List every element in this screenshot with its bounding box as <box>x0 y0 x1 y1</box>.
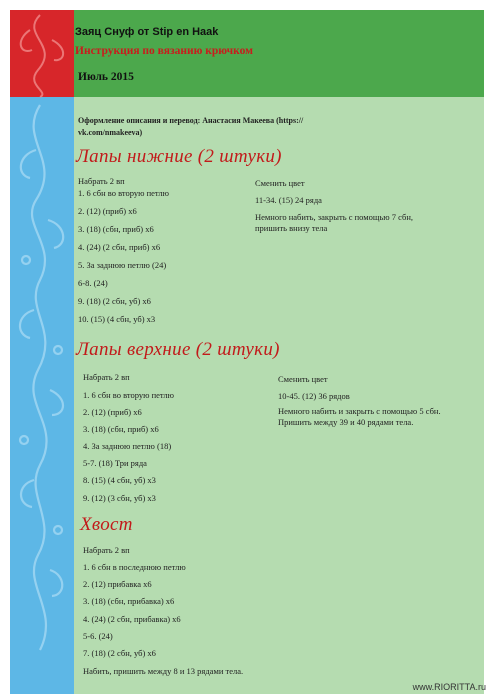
lower-paws-note: Немного набить, закрыть с помощью 7 сбн, пришить внизу тела <box>255 212 414 233</box>
lower-paws-line: Набрать 2 вп <box>78 176 125 186</box>
tail-line: 3. (18) (сбн, прибавка) х6 <box>83 596 175 606</box>
upper-paws-line: 1. 6 сбн во вторую петлю <box>83 390 175 400</box>
doc-date: Июль 2015 <box>78 71 134 83</box>
upper-paws-line: 3. (18) (сбн, приб) х6 <box>83 424 159 434</box>
lower-paws-note: 11-34. (15) 24 ряда <box>255 195 322 205</box>
lower-paws-line: 9. (18) (2 сбн, уб) х6 <box>78 296 151 306</box>
upper-paws-line: Набрать 2 вп <box>83 372 130 382</box>
upper-paws-line: 4. За заднюю петлю (18) <box>83 441 172 451</box>
floral-ornament <box>10 10 74 694</box>
lower-paws-line: 5. За заднюю петлю (24) <box>78 260 167 270</box>
doc-title: Заяц Снуф от Stip en Haak <box>75 26 219 38</box>
tail-line: 2. (12) прибавка х6 <box>83 579 152 589</box>
section-title-lower-paws: Лапы нижние (2 штуки) <box>76 146 282 167</box>
doc-subtitle: Инструкция по вязанию крючком <box>75 45 253 57</box>
section-title-upper-paws: Лапы верхние (2 штуки) <box>76 339 280 360</box>
credit-text: Оформление описания и перевод: Анастасия Макеева (https:// vk.com/nmakeeva) <box>78 116 304 137</box>
upper-paws-line: 8. (15) (4 сбн, уб) х3 <box>83 475 156 485</box>
section-title-tail: Хвост <box>80 514 133 535</box>
tail-line: Набить, пришить между 8 и 13 рядами тела. <box>83 666 244 676</box>
upper-paws-note: Немного набить и закрыть с помощью 5 сбн. Пришить между 39 и 40 рядами тела. <box>278 406 441 427</box>
upper-paws-line: 5-7. (18) Три ряда <box>83 458 147 468</box>
tail-line: 7. (18) (2 сбн, уб) х6 <box>83 648 156 658</box>
lower-paws-note: Сменить цвет <box>255 178 305 188</box>
upper-paws-line: 2. (12) (приб) х6 <box>83 407 142 417</box>
upper-paws-note: 10-45. (12) 36 рядов <box>278 391 350 401</box>
tail-line: Набрать 2 вп <box>83 545 130 555</box>
lower-paws-line: 10. (15) (4 сбн, уб) х3 <box>78 314 156 324</box>
tail-line: 5-6. (24) <box>83 631 113 641</box>
upper-paws-line: 9. (12) (3 сбн, уб) х3 <box>83 493 156 503</box>
lower-paws-line: 2. (12) (приб) х6 <box>78 206 137 216</box>
lower-paws-line: 6-8. (24) <box>78 278 108 288</box>
lower-paws-line: 1. 6 сбн во вторую петлю <box>78 188 170 198</box>
tail-line: 4. (24) (2 сбн, прибавка) х6 <box>83 614 181 624</box>
upper-paws-note: Сменить цвет <box>278 374 328 384</box>
lower-paws-line: 3. (18) (сбн, приб) х6 <box>78 224 154 234</box>
tail-line: 1. 6 сбн в последнюю петлю <box>83 562 186 572</box>
lower-paws-line: 4. (24) (2 сбн, приб) х6 <box>78 242 161 252</box>
watermark: www.RIORITTA.ru <box>412 682 486 692</box>
